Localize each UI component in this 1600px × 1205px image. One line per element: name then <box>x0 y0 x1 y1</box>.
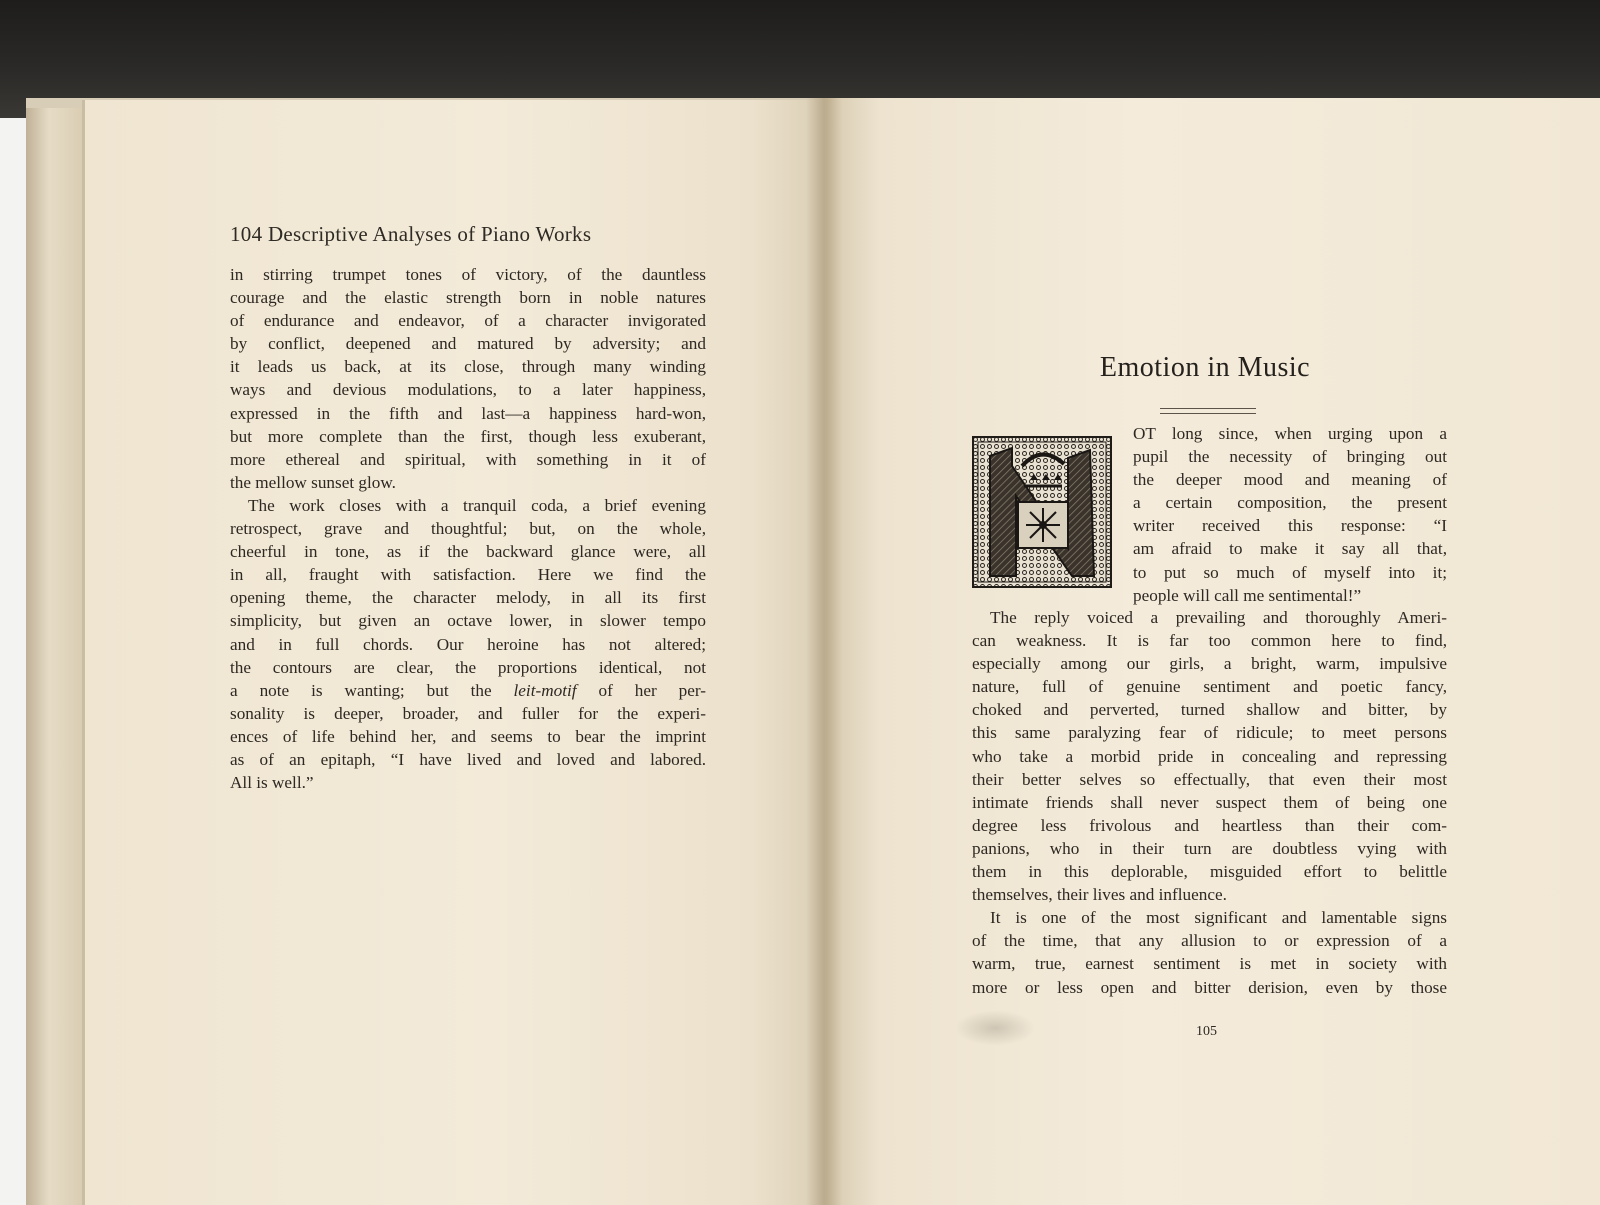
text-line: retrospect, grave and thoughtful; but, on the whole, <box>230 519 706 539</box>
chapter-title: Emotion in Music <box>1099 352 1311 383</box>
left-page-text <box>230 263 706 794</box>
page-smudge <box>955 1010 1035 1046</box>
text-line: especially among our girls, a bright, warm, impulsive <box>972 654 1447 674</box>
opening-paragraph <box>1133 422 1447 607</box>
text-line: am afraid to make it say all that, <box>1133 539 1447 559</box>
text-line: cheerful in tone, as if the backward glance were, all <box>230 542 706 562</box>
text-line: people will call me sentimental!” <box>1133 585 1362 605</box>
text-line: in all, fraught with satisfaction. Here we find the <box>230 565 706 585</box>
text-line: writer received this response: “I <box>1133 516 1447 536</box>
text-line: the mellow sunset glow. <box>230 472 396 492</box>
text-line: OT long since, when urging upon a <box>1133 424 1447 443</box>
text-line: and in full chords. Our heroine has not altered; <box>230 634 706 654</box>
page-number: 105 <box>1196 1024 1217 1039</box>
text-line: to put so much of myself into it; <box>1133 562 1447 582</box>
title-rule <box>1160 408 1256 414</box>
text-line: ences of life behind her, and seems to bear the imprint <box>230 726 706 746</box>
text-line: can weakness. It is far too common here to find, <box>972 631 1447 651</box>
text-line: sonality is deeper, broader, and fuller for the experi- <box>230 703 706 723</box>
text-line: The work closes with a tranquil coda, a brief evening <box>248 495 706 515</box>
text-line: The reply voiced a prevailing and thoroughly Ameri- <box>990 608 1447 627</box>
text-line: more or less open and bitter derision, even by those <box>972 977 1447 997</box>
text-line: pupil the necessity of bringing out <box>1133 447 1447 467</box>
text-line: the contours are clear, the proportions identical, not <box>230 657 706 677</box>
text-line: simplicity, but given an octave lower, in slower tempo <box>230 611 706 631</box>
text-line: degree less frivolous and heartless than their com- <box>972 815 1447 835</box>
right-page-text <box>972 606 1447 999</box>
text-line: who take a morbid pride in concealing and repressing <box>972 746 1447 766</box>
text-line: a certain composition, the present <box>1133 493 1447 513</box>
text-line: warm, true, earnest sentiment is met in society with <box>972 954 1447 974</box>
text-line: nature, full of genuine sentiment and poetic fancy, <box>972 677 1447 697</box>
text-line: this same paralyzing fear of ridicule; to meet persons <box>972 723 1447 743</box>
running-header: 104 Descriptive Analyses of Piano Works <box>230 222 592 246</box>
text-line: as of an epitaph, “I have lived and loved and labored. <box>230 749 706 769</box>
text-line: more ethereal and spiritual, with something in it of <box>230 449 706 469</box>
ornamental-dropcap <box>972 436 1112 588</box>
text-line: in stirring trumpet tones of victory, of the dauntless <box>230 265 706 284</box>
text-line: a note is wanting; but the leit-motif of her per- <box>230 680 706 700</box>
text-line: them in this deplorable, misguided effort to belittle <box>972 862 1447 882</box>
text-line: it leads us back, at its close, through many winding <box>230 357 706 377</box>
text-line: It is one of the most significant and lamentable signs <box>990 908 1447 928</box>
text-line: by conflict, deepened and matured by adversity; and <box>230 334 706 354</box>
book-gutter <box>806 98 842 1205</box>
page-edges <box>26 108 84 1205</box>
text-line: choked and perverted, turned shallow and bitter, by <box>972 700 1447 720</box>
text-line: their better selves so effectually, that even their most <box>972 769 1447 789</box>
text-line: of endurance and endeavor, of a character invigorated <box>230 311 706 331</box>
text-line: courage and the elastic strength born in noble natures <box>230 288 706 308</box>
text-line: expressed in the fifth and last—a happiness hard-won, <box>230 403 706 423</box>
text-line: the deeper mood and meaning of <box>1133 470 1447 490</box>
text-line: intimate friends shall never suspect them of being one <box>972 792 1447 812</box>
text-line: but more complete than the first, though less exuberant, <box>230 426 706 446</box>
text-line: of the time, that any allusion to or expression of a <box>972 931 1447 951</box>
text-line: All is well.” <box>230 773 314 793</box>
dropcap-ornament-icon <box>972 436 1112 588</box>
text-line: panions, who in their turn are doubtless vying with <box>972 838 1447 858</box>
text-line: opening theme, the character melody, in all its first <box>230 588 706 608</box>
text-line: themselves, their lives and influence. <box>972 885 1227 905</box>
text-line: ways and devious modulations, to a later happiness, <box>230 380 706 400</box>
